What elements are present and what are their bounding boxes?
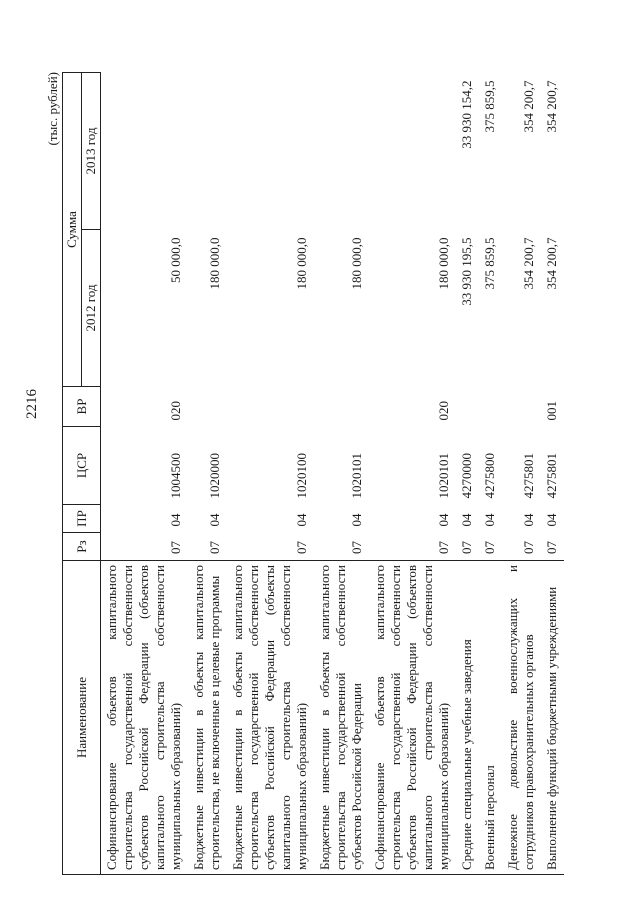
row-sum-2013: 375 859,5: [482, 80, 497, 133]
row-sum-2013: 354 200,7: [544, 80, 559, 133]
row-name: Софинансирование объектов капитального строительства государственной собственности субъектов Российской Федерации (объектов капитального строительства собственности муниципальных образований): [369, 561, 456, 875]
row-csr: 1020000: [207, 453, 222, 499]
header-rz: Рз: [63, 533, 101, 561]
header-name: Наименование: [63, 561, 101, 875]
row-sum-2012: 180 000,0: [436, 237, 451, 290]
row-vr: [188, 387, 227, 427]
row-sum-2012: 180 000,0: [349, 237, 364, 290]
table-row: [188, 73, 227, 875]
row-sum-2013: [227, 73, 314, 230]
row-csr: 4270000: [459, 453, 474, 499]
row-csr: 1020101: [349, 453, 364, 499]
header-pr: ПР: [63, 505, 101, 533]
row-sum-2012: 180 000,0: [294, 237, 309, 290]
row-pr: 04: [544, 513, 559, 527]
budget-table: [62, 72, 564, 875]
row-pr: 04: [349, 513, 364, 527]
row-name: Бюджетные инвестиции в объекты капитального строительства государственной собственности субъектов Российской Федерации: [314, 561, 369, 875]
row-pr: 04: [436, 513, 451, 527]
row-csr: 1020101: [436, 453, 451, 499]
header-sum: Сумма: [63, 73, 82, 387]
row-vr: [314, 387, 369, 427]
table-row: [369, 73, 456, 875]
row-vr: 020: [168, 401, 183, 421]
row-csr: 4275801: [521, 453, 536, 499]
row-sum-2013: [101, 73, 189, 230]
header-year-2012: 2012 год: [82, 230, 101, 387]
table-row: [101, 73, 189, 875]
row-sum-2012: 375 859,5: [482, 237, 497, 290]
row-sum-2013: 33 930 154,2: [459, 80, 474, 149]
row-rz: 07: [168, 541, 183, 554]
row-pr: 04: [521, 513, 536, 527]
row-pr: 04: [482, 513, 497, 527]
row-csr: 4275800: [482, 453, 497, 499]
row-vr: 020: [436, 401, 451, 421]
table-row: [314, 73, 369, 875]
unit-note: (тыс. рублей): [45, 72, 60, 146]
row-pr: 04: [207, 513, 222, 527]
row-name: Выполнение функций бюджетными учреждениями: [541, 561, 564, 875]
row-vr: [456, 387, 479, 427]
row-name: Военный персонал: [479, 561, 502, 875]
row-rz: 07: [459, 541, 474, 554]
row-rz: 07: [294, 541, 309, 554]
table-header: [63, 73, 101, 875]
row-sum-2013: [369, 73, 456, 230]
row-sum-2012: 50 000,0: [168, 237, 183, 283]
row-sum-2012: 354 200,7: [544, 237, 559, 290]
row-name: Софинансирование объектов капитального строительства государственной собственности субъектов Российской Федерации (объектов капитального строительства собственности муниципальных образований): [101, 561, 189, 875]
row-vr: 001: [544, 401, 559, 421]
row-sum-2013: 354 200,7: [521, 80, 536, 133]
table-row: [502, 73, 541, 875]
row-rz: 07: [482, 541, 497, 554]
row-rz: 07: [544, 541, 559, 554]
row-name: Бюджетные инвестиции в объекты капитального строительства государственной собственности субъектов Российской Федерации (объекты капитального строительства собственности муниципальных образований): [227, 561, 314, 875]
row-sum-2012: 354 200,7: [521, 237, 536, 290]
row-csr: 4275801: [544, 453, 559, 499]
row-vr: [227, 387, 314, 427]
row-csr: 1020100: [294, 453, 309, 499]
page-number: 2216: [24, 389, 40, 419]
row-sum-2013: [188, 73, 227, 230]
row-vr: [502, 387, 541, 427]
row-csr: 1004500: [168, 453, 183, 499]
table-row: [541, 73, 564, 875]
row-pr: 04: [459, 513, 474, 527]
row-rz: 07: [436, 541, 451, 554]
row-sum-2012: 33 930 195,5: [459, 237, 474, 306]
header-csr: ЦСР: [63, 427, 101, 505]
row-name: Бюджетные инвестиции в объекты капитального строительства, не включенные в целевые программы: [188, 561, 227, 875]
row-rz: 07: [349, 541, 364, 554]
header-vr: ВР: [63, 387, 101, 427]
table-row: [227, 73, 314, 875]
row-rz: 07: [207, 541, 222, 554]
header-year-2013: 2013 год: [82, 73, 101, 230]
row-name: Средние специальные учебные заведения: [456, 561, 479, 875]
table-row: [479, 73, 502, 875]
row-name: Денежное довольствие военнослужащих и сотрудников правоохранительных органов: [502, 561, 541, 875]
row-vr: [479, 387, 502, 427]
table-row: [456, 73, 479, 875]
row-rz: 07: [521, 541, 536, 554]
table-body: [101, 73, 565, 875]
row-pr: 04: [168, 513, 183, 527]
row-sum-2013: [314, 73, 369, 230]
row-sum-2012: 180 000,0: [207, 237, 222, 290]
row-pr: 04: [294, 513, 309, 527]
